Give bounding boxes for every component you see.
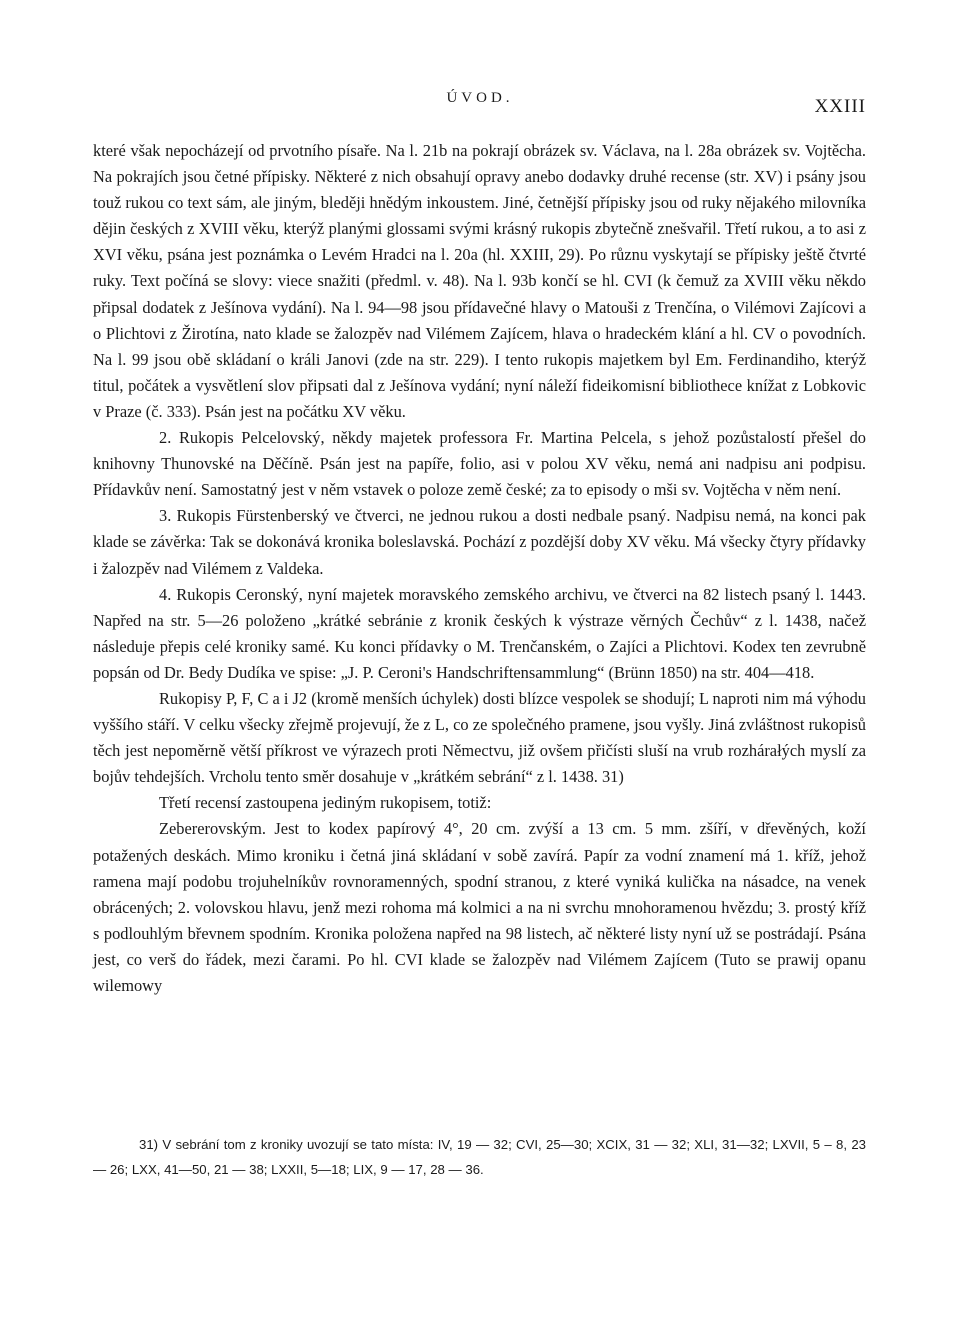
paragraph-manuscript-comparison: Rukopisy P, F, C a i J2 (kromě menších úchylek) dosti blízce vespolek se shodují; L naproti nim má výhodu vyššího stáří. V celku všecky zřejmě projevují, že z L, co ze společného pramene, jsou vyšly. Jiná zvláštnost rukopisů těch jest nepoměrně větší příkrost ve výrazech proti Němectvu, již ovšem přičísti sluší na vrub rozhárałých myslí za bojův tehdejších. Vrcholu tento směr dosahuje v „krátkém sebrání“ z l. 1438. 31) xyxy=(93,688,866,787)
paragraph-furstenberg-manuscript: 3. Rukopis Fürstenberský ve čtverci, ne jednou rukou a dosti nedbale psaný. Nadpisu nemá, na konci pak klade se závěrka: Tak se dokonává kronika boleslavská. Pochází z pozdější doby XV věku. Má všecky čtyry přídavky i žalozpěv nad Vilémem z Valdeka. xyxy=(93,506,866,578)
paragraph-ceroni-manuscript: 4. Rukopis Ceronský, nyní majetek moravského zemského archivu, ve čtverci na 82 listech psaný l. 1443. Napřed na str. 5—26 položeno „krátké sebránie z kronik českých k výstraze věrných Čechův“ z l. 1438, načež následuje přepis celé kroniky samé. Ku konci přídavky o M. Trenčanském, o Zajíci a Plichtovi. Kodex ten zevrubně popsán od Dr. Bedy Dudíka ve spise: „J. P. Ceroni's Handschriftensammlung“ (Brünn 1850) na str. 404—418. xyxy=(93,584,866,682)
running-title: ÚVOD. xyxy=(446,90,514,106)
page-number: XXIII xyxy=(814,96,866,117)
paragraph-lobkowicz-manuscript: které však nepocházejí od prvotního písaře. Na l. 21b na pokrají obrázek sv. Václava, na l. 28a obrázek sv. Vojtěcha. Na pokrajích jsou četné přípisky. Některé z nich obsahují opravy anebo dodavky druhé recense (str. XV) i psány jsou touž rukou co text sám, ale jiným, bleději hnědým inkoustem. Jiné, četnější přípisky jsou od ruky nějakého milovníka dějin českých z XVIII věku, kterýž planými glossami svými krásný rukopis zbytečně znešvařil. Třetí rukou, a to asi z XVI věku, psána jest poznámka o Levém Hradci na l. 20a (hl. XXIII, 29). Po různu vyskytají se přípisky ještě čtvrté ruky. Text počíná se slovy: viece snažiti (předml. v. 48). Na l. 93b končí se hl. CVI (k čemuž za XVIII věku někdo připsal dodatek z Ješínova vydání). Na l. 94—98 jsou přídavečné hlavy o Matouši z Trenčína, o Vilémovi Zajícovi a o Plichtovi z Žirotína, nato klade se žalozpěv nad Vilémem Zajícem, hlava o hradeckém klání a hl. CV o povodních. Na l. 99 jsou obě skládaní o králi Janovi (zde na str. 229). I tento rukopis majetkem byl Em. Ferdinandiho, kterýž titul, počátek a vysvětlení slov připsati dal z Ješínova vydání; nyní náleží fideikomisní bibliothece knížat z Lobkovic v Praze (č. 333). Psán jest na počátku XV věku. xyxy=(93,141,866,421)
paragraph-pelcel-manuscript: 2. Rukopis Pelcelovský, někdy majetek professora Fr. Martina Pelcela, s jehož pozůstalostí přešel do knihovny Thunovské na Děčíně. Psán jest na papíře, folio, asi v polou XV věku, nemá ani nadpisu ani podpisu. Přídavkův není. Samostatný jest v něm vstavek o poloze země české; za to episody o mši sv. Vojtěcha v něm není. xyxy=(93,428,866,500)
footnote-31: 31) V sebrání tom z kroniky uvozují se tato místa: IV, 19 — 32; CVI, 25—30; XCIX, 31 — 32; XLI, 31—32; LXVII, 5 – 8, 23 — 26; LXX, 41—50, 21 — 38; LXXII, 5—18; LIX, 9 — 17, 28 — 36. xyxy=(93,1137,866,1177)
body-text xyxy=(93,138,866,999)
paragraph-zeberer-manuscript: Zebererovským. Jest to kodex papírový 4°, 20 cm. zvýší a 13 cm. 5 mm. zšíří, v dřevěných, koží potažených deskách. Mimo kroniku i četná jiná skládaní v sobě zavírá. Papír za vodní znamení má 1. kříž, jehož ramena mají podobu trojuhelníkův rovnoramenných, spodní stranou, z které vyniká kulička na násadce, na venek obrácených; 2. volovskou hlavu, jenž mezi rohoma má kolmici a na ni svrchu mnohoramenou hvězdu; 3. prostý kříž s podlouhlým břevnem spodním. Kronika položena napřed na 98 listech, ač některé listy nyní už se postrádají. Psána jest, co verš do řádek, mezi čarami. Po hl. CVI klade se žalozpěv nad Vilémem Zajícem (Tuto se prawij opanu wilemowy xyxy=(93,819,866,995)
footnotes xyxy=(93,1132,866,1182)
paragraph-third-recension: Třetí recensí zastoupena jediným rukopisem, totiž: xyxy=(159,793,492,813)
page-header xyxy=(0,90,960,120)
